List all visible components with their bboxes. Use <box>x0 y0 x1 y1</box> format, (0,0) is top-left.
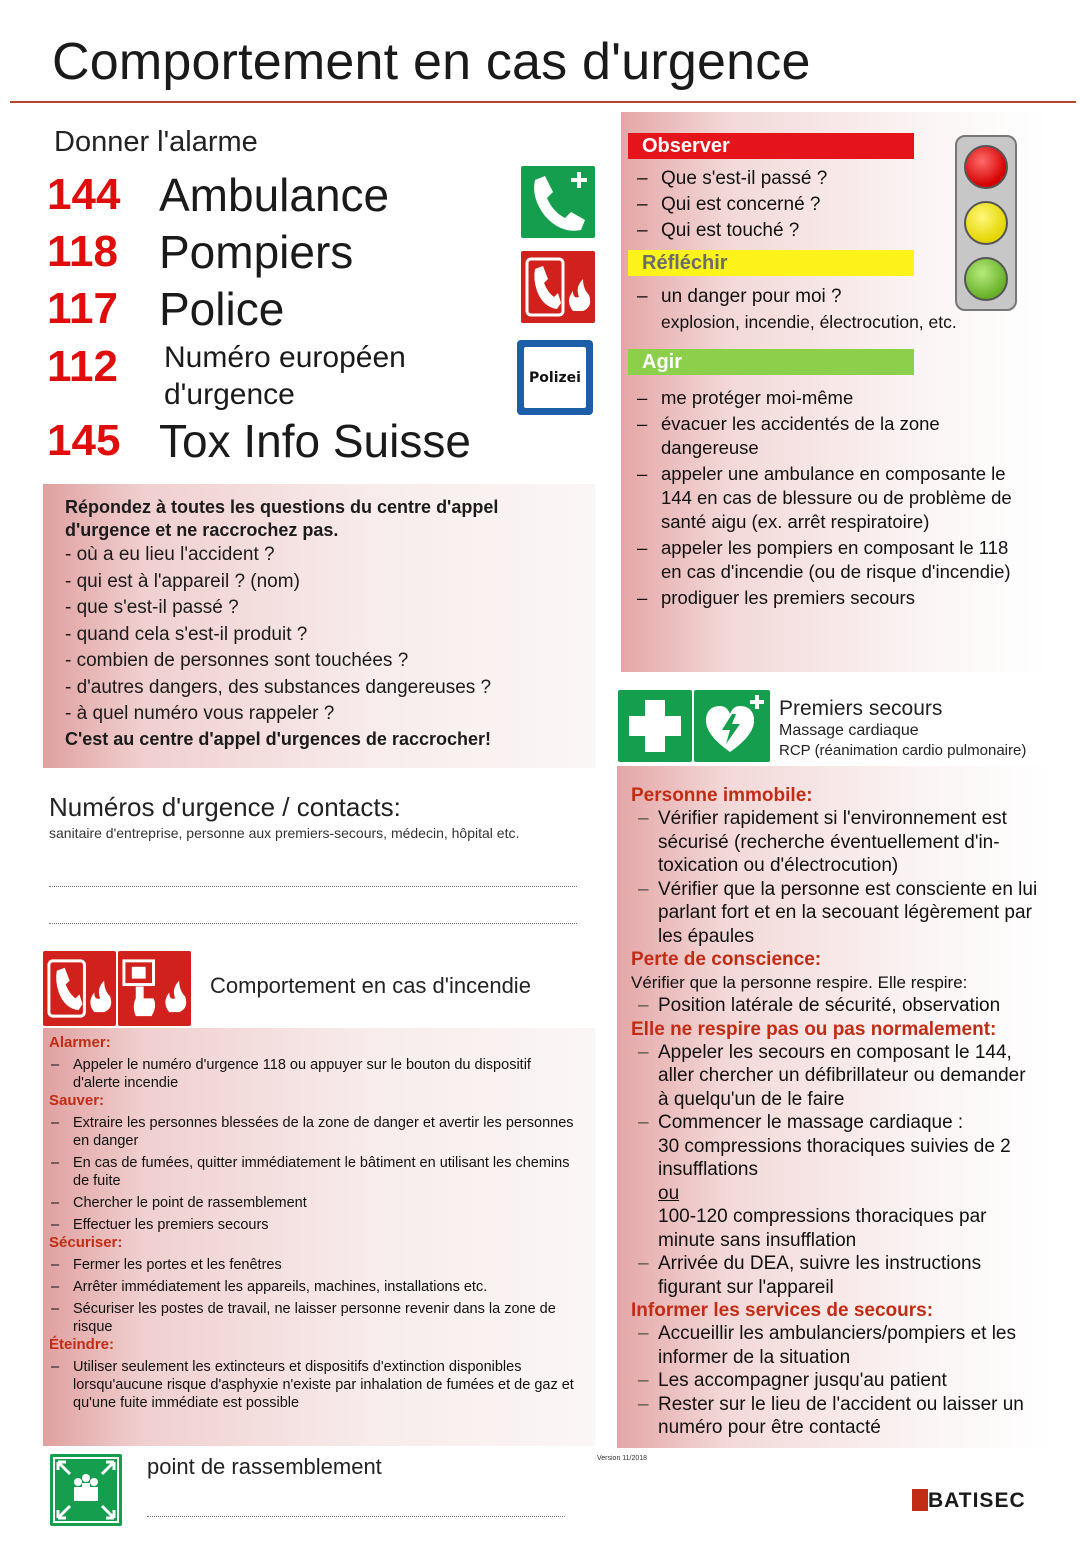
first-aid-sub2: RCP (réanimation cardio pulmonaire) <box>779 742 1027 759</box>
observer-bar: Observer <box>628 133 914 159</box>
question-item: - quand cela s'est-il produit ? <box>65 623 308 645</box>
assembly-point-icon <box>50 1454 122 1526</box>
alarm-heading: Donner l'alarme <box>54 126 258 158</box>
green-light-icon <box>964 257 1008 301</box>
agir-bar: Agir <box>628 349 914 375</box>
label-euro-line2: d'urgence <box>164 378 295 411</box>
observer-item: – Que s'est-il passé ? <box>621 166 951 192</box>
contacts-heading: Numéros d'urgence / contacts: <box>49 792 401 822</box>
contacts-subtitle: sanitaire d'entreprise, personne aux premiers-secours, médecin, hôpital etc. <box>49 825 520 841</box>
fire-item: – Arrêter immédiatement les appareils, machines, installations etc. <box>49 1278 595 1296</box>
question-item: - d'autres dangers, des substances dangereuses ? <box>65 676 492 698</box>
fa-item: – Appeler les secours en composant le 144, aller chercher un défibrillateur ou demander à quelqu'un de le faire <box>631 1041 1041 1112</box>
label-ambulance: Ambulance <box>159 169 390 221</box>
brand-name: BATISEC <box>928 1489 1026 1512</box>
defibrillator-icon <box>694 690 770 762</box>
traffic-light-icon <box>955 135 1017 311</box>
fa-item: – Position latérale de sécurité, observation <box>631 994 1053 1018</box>
agir-item: – appeler les pompiers en composant le 118 en cas d'incendie (ou de risque d'incendie) <box>621 536 1031 584</box>
observer-item: – Qui est concerné ? <box>621 192 951 218</box>
fa-massage-or: ou <box>658 1182 680 1204</box>
fire-box <box>43 1028 595 1446</box>
fa-item: – Vérifier que la personne est consciente en lui parlant fort et en la secouant légèrement par les épaules <box>631 878 1041 949</box>
first-aid-cross-icon <box>618 690 692 762</box>
fire-item: – Utiliser seulement les extincteurs et dispositifs d'extinction disponibles lorsqu'aucune risque d'asphyxie n'existe par inhalation de fumées et de gaz et qu'une fuite immédiate est possible <box>49 1358 595 1412</box>
fire-heading-sauver: Sauver: <box>49 1092 105 1109</box>
fire-alarm-button-icon <box>118 951 191 1026</box>
fa-conscience-intro: Vérifier que la personne respire. Elle respire: <box>631 973 968 992</box>
agir-item: – me protéger moi-même <box>621 386 1031 410</box>
brand-logo-icon <box>912 1489 928 1511</box>
agir-item: – appeler une ambulance en composante le 144 en cas de blessure ou de problème de santé aigu (ex. arrêt respiratoire) <box>621 462 1031 534</box>
fire-item: – Sécuriser les postes de travail, ne laisser personne revenir dans la zone de risque <box>49 1300 595 1336</box>
fire-heading-eteindre: Éteindre: <box>49 1336 115 1353</box>
fire-item: – En cas de fumées, quitter immédiatement le bâtiment en utilisant les chemins de fuite <box>49 1154 595 1190</box>
observer-item: – Qui est touché ? <box>621 218 951 244</box>
fire-heading-alarmer: Alarmer: <box>49 1034 111 1051</box>
police-sign-icon <box>517 340 593 415</box>
label-police: Police <box>159 283 285 335</box>
yellow-light-icon <box>964 201 1008 245</box>
label-pompiers: Pompiers <box>159 226 354 278</box>
reflechir-sub: explosion, incendie, électrocution, etc. <box>661 312 957 332</box>
fire-item: – Appeler le numéro d'urgence 118 ou appuyer sur le bouton du dispositif d'alerte incendie <box>49 1056 595 1092</box>
agir-item: – évacuer les accidentés de la zone dangereuse <box>621 412 1031 460</box>
observer-list <box>621 166 951 244</box>
police-sign-text: Polizei <box>529 369 581 386</box>
fire-heading-securiser: Sécuriser: <box>49 1234 123 1251</box>
question-item: - combien de personnes sont touchées ? <box>65 650 409 671</box>
reflechir-bar: Réfléchir <box>628 250 914 276</box>
assembly-point-label: point de rassemblement <box>147 1454 382 1479</box>
fa-item: – Commencer le massage cardiaque : <box>631 1111 1053 1135</box>
number-118: 118 <box>47 227 118 276</box>
fire-title: Comportement en cas d'incendie <box>210 973 531 998</box>
observe-box <box>621 112 1047 672</box>
red-light-icon <box>964 145 1008 189</box>
number-117: 117 <box>47 284 118 333</box>
agir-list <box>621 386 1031 610</box>
label-tox-info: Tox Info Suisse <box>159 415 471 467</box>
questions-outro: C'est au centre d'appel d'urgences de raccrocher! <box>65 728 491 749</box>
title-divider <box>10 101 1076 103</box>
first-aid-sub1: Massage cardiaque <box>779 722 919 739</box>
fire-item: – Effectuer les premiers secours <box>49 1216 595 1234</box>
label-euro-line1: Numéro européen <box>164 341 406 374</box>
question-item: - où a eu lieu l'accident ? <box>65 544 275 565</box>
question-item: - qui est à l'appareil ? (nom) <box>65 570 300 592</box>
contact-line-2[interactable] <box>49 923 577 924</box>
fa-heading-informer: Informer les services de secours: <box>631 1300 934 1321</box>
first-aid-box <box>617 766 1053 1448</box>
fa-item: – Accueillir les ambulanciers/pompiers et les informer de la situation <box>631 1322 1041 1369</box>
assembly-point-line[interactable] <box>147 1516 565 1517</box>
fire-item: – Extraire les personnes blessées de la zone de danger et avertir les personnes en danger <box>49 1114 595 1150</box>
fire-phone-icon <box>521 251 595 323</box>
question-item: - que s'est-il passé ? <box>65 597 239 618</box>
agir-item: – prodiguer les premiers secours <box>621 586 1031 610</box>
emergency-phone-icon <box>521 166 595 238</box>
fa-item: – Les accompagner jusqu'au patient <box>631 1369 1053 1393</box>
number-112: 112 <box>47 342 118 391</box>
questions-box <box>43 484 595 768</box>
fa-heading-conscience: Perte de conscience: <box>631 949 822 970</box>
fire-item: – Fermer les portes et les fenêtres <box>49 1256 595 1274</box>
fa-item: – Arrivée du DEA, suivre les instructions figurant sur l'appareil <box>631 1252 1031 1299</box>
fa-item: – Rester sur le lieu de l'accident ou laisser un numéro pour être contacté <box>631 1393 1041 1440</box>
fa-heading-respire: Elle ne respire pas ou pas normalement: <box>631 1018 997 1040</box>
first-aid-title: Premiers secours <box>779 697 943 720</box>
fa-item: – Vérifier rapidement si l'environnement est sécurisé (recherche éventuellement d'in-toxication ou d'électrocution) <box>631 807 1041 878</box>
fire-phone-icon <box>43 951 116 1026</box>
contact-line-1[interactable] <box>49 886 577 887</box>
reflechir-item: – un danger pour moi ? <box>621 284 1041 310</box>
fa-heading-immobile: Personne immobile: <box>631 785 813 806</box>
fa-massage-a: 30 compressions thoraciques suivies de 2 insufflations <box>658 1135 1011 1180</box>
question-item: - à quel numéro vous rappeler ? <box>65 703 335 724</box>
page-title: Comportement en cas d'urgence <box>52 33 811 91</box>
fire-item: – Chercher le point de rassemblement <box>49 1194 595 1212</box>
number-145: 145 <box>47 416 121 465</box>
version-label: Version 11/2018 <box>597 1455 648 1462</box>
number-144: 144 <box>47 170 121 219</box>
questions-intro: Répondez à toutes les questions du centre d'appel d'urgence et ne raccrochez pas. <box>65 497 499 540</box>
fa-massage-b: 100-120 compressions thoraciques par minute sans insufflation <box>658 1206 987 1251</box>
